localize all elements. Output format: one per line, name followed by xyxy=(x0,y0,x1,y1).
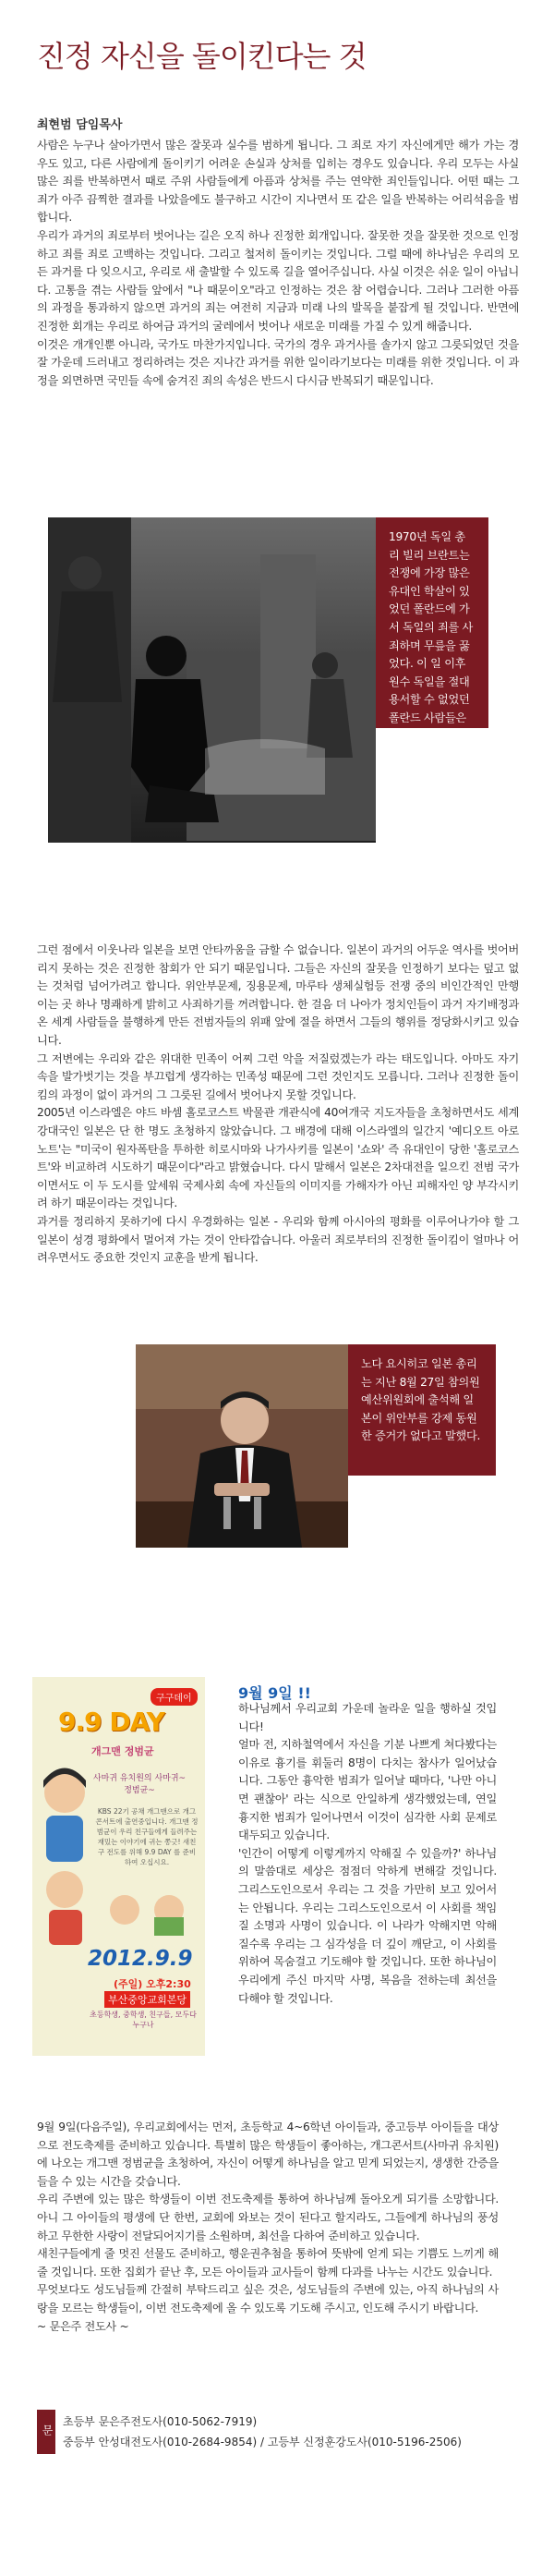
poster-title: 9.9 DAY xyxy=(58,1707,164,1737)
poster-sub-line: 사마귀 유치원의 사마귀~ xyxy=(92,1774,187,1783)
event-intro xyxy=(238,1700,497,2008)
poster-date: 2012.9.9 xyxy=(88,1947,193,1971)
paragraph: 무엇보다도 성도님들께 간절히 부탁드리고 싶은 것은, 성도님들의 주변에 있는, 아직 하나님의 사랑을 모르는 학생들이, 이번 전도축제에 올 수 있도록 기도해 주시고, 인도해 주시기 바랍니다. xyxy=(37,2283,499,2315)
poster-footer: 초등학생, 중학생, 친구들, 모두다 누구나 xyxy=(90,2011,197,2029)
event-heading: 9월 9일 !! xyxy=(238,1684,311,1702)
photo-kneeling-chancellor xyxy=(48,517,376,843)
paragraph: 그런 점에서 이웃나라 일본을 보면 안타까움을 금할 수 없습니다. 일본이 과거의 어두운 역사를 벗어버리지 못하는 것은 진정한 참회가 안 되기 때문입니다. 그들은 자신의 잘못을 인정하기 보다는 덮고 없는 것처럼 넘어가려고 합니다. 위안부문제, 징용문제, 마루타 생체실험등 전쟁 중의 비인간적인 만행 이는 곳 하나 명쾌하게 밝히고 사죄하기를 꺼려합니다. 한 걸음 더 나아가 정치인들이 과거 자기배정과 온 세계 사람들을 불행하게 만든 전범자들의 위패 앞에 절을 하면서 그들의 행위를 정당화시키고 있습니다. xyxy=(37,943,519,1047)
contact-label: 문의 xyxy=(37,2410,55,2454)
event-signature: ~ 문은주 전도사 ~ xyxy=(37,2319,129,2333)
poster-sub-lines xyxy=(80,1773,199,1797)
poster-badge: 구구데이 xyxy=(151,1688,198,1706)
contact-line: 초등부 문은주전도사(010-5062-7919) xyxy=(63,2415,258,2428)
paragraph: 사람은 누구나 살아가면서 많은 잘못과 실수를 범하게 됩니다. 그 죄로 자기 자신에게만 해가 가는 경우도 있고, 다른 사람에게 돌이키기 어려운 손실과 상처를 입히는 경우도 있습니다. 우리 모두는 사실 많은 죄를 반복하면서 때로 주위 사람들에게 아픔과 상처를 주는 연약한 죄인들입니다. 어떤 때는 그 죄가 아주 끔찍한 결과를 나았을에도 불구하고 시간이 지나면서 또 같은 일을 반복하는 어리석음을 범합니다. xyxy=(37,139,519,225)
poster-place: 부산중앙교회본당 xyxy=(104,1991,190,2008)
article-body-top xyxy=(37,137,519,390)
paragraph: 그 저변에는 우리와 같은 위대한 민족이 어찌 그런 악을 저질렀겠는가 라는 태도입니다. 아마도 자기 속을 발가벗기는 것을 부끄럽게 생각하는 민족성 때문에 그런 것인지도 모릅니다. 그러나 진정한 돌이킴의 과정이 없이 과거의 그 그릇된 길에서 벗어나지 못할 것입니다. xyxy=(37,1051,519,1101)
paragraph: 2005년 이스라엘은 야드 바셈 홀로코스트 박물관 개관식에 40여개국 지도자들을 초청하면서도 세계 강대국인 일본은 단 한 명도 초청하지 않았습니다. 그 배경에 대해 이스라엘의 일간지 '예디오트 아로노트'는 "미국이 원자폭탄을 투하한 히로시마와 나가사키를 일본이 '쇼와' 즉 유대인이 당한 '홀로코스트'와 비교하려 시도하기 때문이다"라고 밝혔습니다. 다시 말해서 일본은 2차대전을 일으킨 전범 국가이면서도 이 두 도시를 앞세워 국제사회 속에 자신들의 이미지를 가해자가 아닌 피해자인 양 부각시키려 하기 때문이라는 것입니다. xyxy=(37,1106,519,1210)
contact-info xyxy=(63,2412,462,2452)
paragraph: 우리 주변에 있는 많은 학생들이 이번 전도축제를 통하여 하나님께 돌아오게 되기를 소망합니다. 아니 그 아이들의 평생에 단 한번, 교회에 와보는 것이 된다고 할지라도, 그들에게 하나님의 풍성하고 무한한 사랑이 전달되어지기를 소원하며, 최선을 다하여 준비하고 있습니다. xyxy=(37,2193,499,2242)
photo1-caption: 1970년 독일 총리 빌리 브란트는 전쟁에 가장 많은 유대인 학살이 있었던 폴란드에 가서 독일의 죄를 사죄하며 무릎을 꿇었다. 이 일 이후 원수 독일을 절대 용서할 수 없었던 폴란드 사람들은 마음을 조금씩 열게 되었다. xyxy=(376,517,488,728)
photo-japanese-pm xyxy=(136,1344,348,1548)
comedian-illustration xyxy=(32,1760,97,1945)
poster-sub-line: 정범균~ xyxy=(124,1786,155,1795)
paragraph: 하나님께서 우리교회 가운데 놀라운 일을 행하실 것입니다! xyxy=(238,1702,497,1733)
event-poster xyxy=(32,1677,205,2056)
event-body xyxy=(37,2119,499,2336)
paragraph: '인간이 어떻게 이렇게까지 악해질 수 있을까?' 하나님의 말씀대로 세상은 점점더 악하게 변해갈 것입니다. 그리스도인으로서 우리는 그 것을 가만히 보고 있어서는 안됩니다. 우리는 그리스도인으로서 이 사회를 책임질 소명과 사명이 있습니다. 이 나라가 악해지면 악해질수록 우리는 그 심각성을 더 깊이 깨닫고, 이 사회를 위하여 목숨걸고 기도해야 할 것입니다. 또한 하나님이 우리에게 주신 마지막 사명, 복음을 전하는데 최선을 다해야 할 것입니다. xyxy=(238,1846,497,2005)
paragraph: 얼마 전, 지하철역에서 자신을 기분 나쁘게 쳐다봤다는 이유로 흉기를 휘둘러 8명이 다치는 참사가 일어났습니다. 그동안 흉악한 범죄가 일어날 때마다, '나만 아니면 괜찮아' 라는 식으로 안일하게 생각했었는데, 연일 흉지한 범죄가 일어나면서 이것이 심각한 사회 문제로 대두되고 있습니다. xyxy=(238,1738,497,1842)
paragraph: 새친구들에게 줄 멋진 선물도 준비하고, 행운권추첨을 통하여 뜻밖에 얻게 되는 기쁨도 느끼게 해 줄 것입니다. 또한 집회가 끝난 후, 모든 아이들과 교사들이 함께 다과를 나누는 시간도 있습니다. xyxy=(37,2247,499,2278)
poster-time: (주일) 오후2:30 xyxy=(114,1978,191,1990)
paragraph: 과거를 정리하지 못하기에 다시 우경화하는 일본 - 우리와 함께 아시아의 평화를 이루어나가야 할 그 일본이 성경 평화에서 멀어져 가는 것이 안타깝습니다. 아울러 죄로부터의 진정한 돌이킴이 얼마나 어려우면서도 중요한 것인지 교훈을 받게 됩니다. xyxy=(37,1214,519,1265)
author-name: 최현범 담임목사 xyxy=(37,118,123,132)
contact-line: 중등부 안성대전도사(010-2684-9854) / 고등부 신정훈강도사(010-5196-2506) xyxy=(63,2436,462,2448)
paragraph: 9월 9일(다음주일), 우리교회에서는 먼저, 초등학교 4~6학년 아이들과, 중고등부 아이들을 대상으로 전도축제를 준비하고 있습니다. 특별히 많은 학생들이 좋아하는, 개그콘서트(사마귀 유치원)에 나오는 개그맨 정범균을 초청하여, 자신이 어떻게 하나님을 알고 믿게 되었는지, 생생한 간증을 들을 수 있는 시간을 갖습니다. xyxy=(37,2120,499,2188)
photo2-caption: 노다 요시히코 일본 총리는 지난 8월 27일 참의원 예산위원회에 출석해 일본이 위안부를 강제 동원한 증거가 없다고 말했다. xyxy=(348,1344,496,1476)
article-title: 진정 자신을 돌이킨다는 것 xyxy=(37,39,367,74)
paragraph: 이것은 개개인뿐 아니라, 국가도 마찬가지입니다. 국가의 경우 과거사를 솔가지 않고 그릇되었던 것을 잘 가운데 드러내고 정리하려는 것은 지나간 과거를 위한 일이라기보다는 미래를 위한 것입니다. 이 과정을 외면하면 국민들 속에 숨겨진 죄의 속성은 반드시 다시금 반복되기 때문입니다. xyxy=(37,337,519,387)
poster-subtitle: 개그맨 정범균 xyxy=(91,1745,154,1757)
poster-description: KBS 22기 공채 개그맨으로 개그콘서트에 출연중입니다. 개그맨 정범균이 우리 친구들에게 들려주는 재밌는 이야기에 귀는 쫑긋! 새친구 전도를 위해 9.9 DAY 를 준비하여 오십시요. xyxy=(95,1807,199,1866)
comedian-illustration xyxy=(97,1889,199,1936)
article-body-bottom xyxy=(37,942,519,1268)
paragraph: 우리가 과거의 죄로부터 벗어나는 길은 오직 하나 진정한 회개입니다. 잘못한 것을 잘못한 것으로 인정하고 죄를 죄로 고백하는 것입니다. 그리고 철저히 돌이키는 것입니다. 그럴 때에 하나님은 우리의 모든 과거를 다 잊으시고, 우리로 새 출발할 수 있도록 길을 열어주십니다. 사실 이것은 쉬운 일이 아닙니다. 고통을 겪는 사람들 앞에서 "나 때문이오"라고 인정하는 것은 참 어렵습니다. 그러나 그러한 아픔의 과정을 통과하지 않으면 과거의 죄는 여전히 지금과 미래 나의 발목을 붙잡게 될 것입니다. 반면에 진정한 회개는 우리로 하여금 과거의 굴레에서 벗어나 새로운 미래를 가질 수 있게 해줍니다. xyxy=(37,228,519,333)
